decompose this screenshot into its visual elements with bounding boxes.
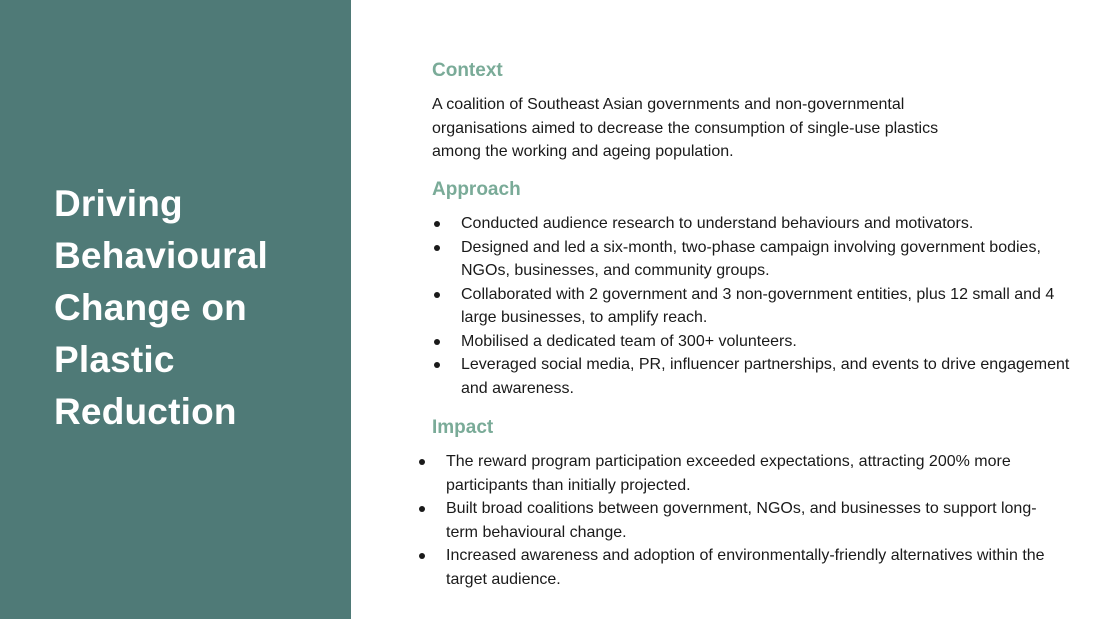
approach-item-text: Mobilised a dedicated team of 300+ volunteers. — [461, 332, 797, 350]
approach-item — [432, 212, 1082, 236]
approach-item-text: Designed and led a six-month, two-phase campaign involving government bodies, NGOs, businesses, and community groups. — [461, 238, 1041, 279]
bullet-icon — [434, 292, 440, 298]
approach-item-text: Conducted audience research to understand behaviours and motivators. — [461, 215, 974, 232]
impact-list — [417, 450, 1067, 591]
context-paragraph: A coalition of Southeast Asian governments and non-governmental organisations aimed to decrease the consumption of single-use plastics among the working and ageing population. — [432, 96, 939, 160]
impact-item-text: Built broad coalitions between government, NGOs, and businesses to support long-term behavioural change. — [446, 500, 1037, 541]
bullet-icon — [434, 339, 440, 345]
context-heading: Context — [432, 60, 503, 81]
impact-heading: Impact — [432, 417, 494, 438]
bullet-icon — [419, 553, 425, 559]
bullet-icon — [434, 221, 440, 227]
impact-item-text: The reward program participation exceeded expectations, attracting 200% more participants than initially projected. — [446, 453, 1011, 494]
bullet-icon — [419, 459, 425, 465]
bullet-icon — [434, 362, 440, 368]
approach-item-text: Collaborated with 2 government and 3 non-government entities, plus 12 small and 4 large businesses, to amplify reach. — [461, 285, 1055, 326]
approach-list — [432, 212, 1082, 400]
approach-heading: Approach — [432, 179, 521, 200]
impact-item — [417, 544, 1067, 591]
content-panel — [351, 0, 1100, 619]
approach-item — [432, 353, 1082, 400]
approach-item — [432, 236, 1082, 283]
impact-item — [417, 450, 1067, 497]
approach-item — [432, 283, 1082, 330]
approach-item — [432, 330, 1082, 354]
impact-item-text: Increased awareness and adoption of environmentally-friendly alternatives within the target audience. — [446, 547, 1045, 588]
approach-item-text: Leveraged social media, PR, influencer partnerships, and events to drive engagement and awareness. — [461, 356, 1070, 397]
bullet-icon — [434, 245, 440, 251]
slide-title: Driving Behavioural Change on Plastic Reduction — [54, 183, 268, 432]
title-panel — [0, 0, 351, 619]
impact-item — [417, 497, 1067, 544]
bullet-icon — [419, 506, 425, 512]
